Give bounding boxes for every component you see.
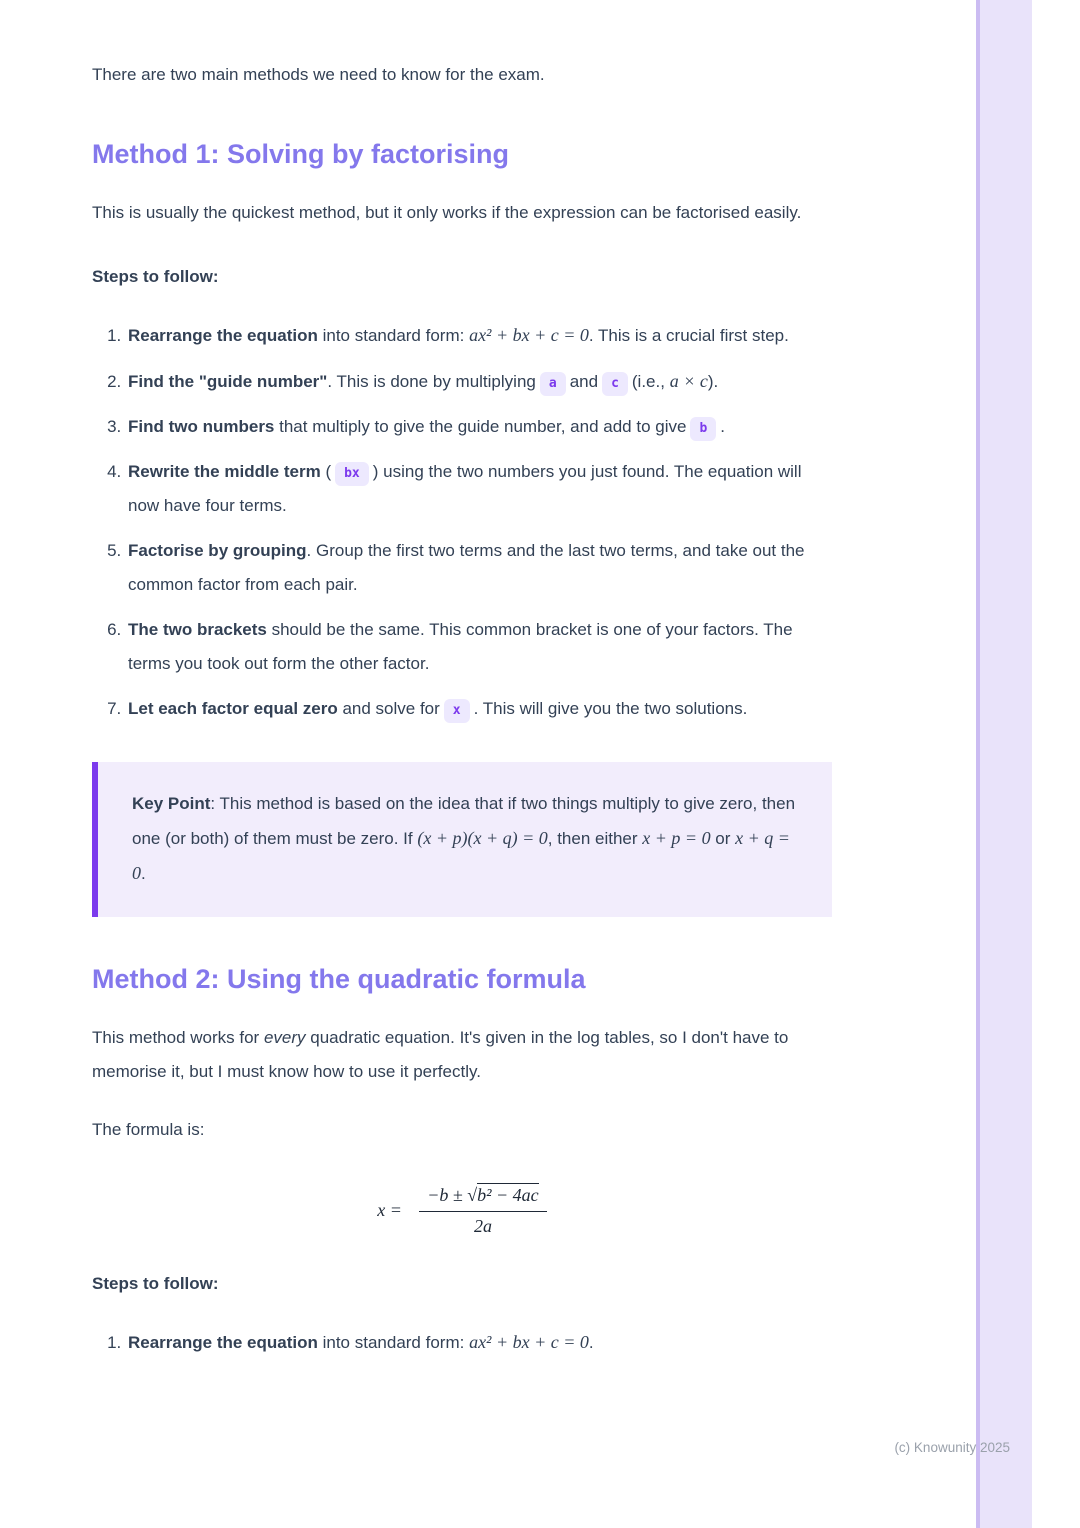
- key-point-text: [132, 786, 798, 891]
- sqrt-content: b² − 4ac: [477, 1184, 539, 1205]
- text-segment: should be the same. This common bracket is one of your factors. The terms you took out form the other factor.: [128, 619, 793, 673]
- text-segment: This method works for: [92, 1027, 264, 1047]
- method2-description: [92, 1021, 832, 1089]
- text-segment: : This method is based on the idea that if two things multiply to give zero, then one (or both) of them must be zero. If: [132, 793, 796, 848]
- text-segment: x + p = 0: [642, 827, 711, 848]
- text-segment: ).: [707, 371, 719, 391]
- inline-code-chip: bx: [335, 462, 369, 486]
- inline-code-chip: x: [444, 699, 470, 723]
- text-segment: The two brackets: [128, 619, 267, 639]
- text-segment: (x + p)(x + q) = 0: [417, 827, 548, 848]
- text-segment: into standard form:: [317, 325, 470, 345]
- method1-steps-label: Steps to follow:: [92, 266, 219, 286]
- text-segment: Find two numbers: [128, 416, 275, 436]
- text-segment: .: [588, 1332, 594, 1352]
- formula-intro: The formula is:: [92, 1119, 205, 1139]
- method1-heading: Method 1: Solving by factorising: [92, 139, 510, 169]
- text-segment: ) using the two numbers you just found. The equation will now have four terms.: [128, 461, 802, 515]
- text-segment: Let each factor equal zero: [128, 698, 338, 718]
- text-segment: . This is a crucial first step.: [588, 325, 789, 345]
- text-segment: that multiply to give the guide number, and add to give: [274, 416, 687, 436]
- formula-fraction: [419, 1185, 546, 1237]
- text-segment: , then either: [547, 828, 643, 848]
- text-segment: quadratic equation. It's given in the log tables, so I don't have to memorise it, but I must know how to use it perfectly.: [92, 1027, 789, 1081]
- list-item: [126, 534, 832, 602]
- copyright-notice: (c) Knowunity 2025: [894, 1440, 1010, 1455]
- key-point-callout: [92, 762, 832, 917]
- text-segment: or: [710, 828, 736, 848]
- text-segment: Rearrange the equation: [128, 1332, 318, 1352]
- inline-code-chip: a: [540, 372, 566, 396]
- text-segment: (: [320, 461, 332, 481]
- list-item: [126, 455, 832, 523]
- text-segment: x + q = 0: [132, 827, 790, 883]
- inline-code-chip: c: [602, 372, 628, 396]
- formula-numerator: −b ± √b² − 4ac: [419, 1185, 546, 1212]
- list-item: [126, 613, 832, 681]
- text-segment: . This will give you the two solutions.: [473, 698, 748, 718]
- method1-steps-list: [92, 318, 832, 726]
- list-item: [126, 318, 832, 353]
- intro-paragraph: There are two main methods we need to know for the exam.: [92, 65, 545, 84]
- inline-code-chip: b: [690, 417, 716, 441]
- text-segment: Rewrite the middle term: [128, 461, 321, 481]
- text-segment: Find the "guide number": [128, 371, 328, 391]
- text-segment: .: [720, 416, 725, 436]
- text-segment: and: [569, 371, 599, 391]
- text-segment: ax² + bx + c = 0: [469, 1331, 589, 1352]
- text-segment: Rearrange the equation: [128, 325, 318, 345]
- list-item: [126, 364, 832, 399]
- text-segment: This is usually the quickest method, but it only works if the expression can be factorised easily.: [92, 202, 802, 222]
- text-segment: into standard form:: [317, 1332, 470, 1352]
- formula-denominator: 2a: [473, 1215, 492, 1236]
- list-item: [126, 692, 832, 726]
- list-item: [126, 1325, 832, 1360]
- quadratic-formula: [92, 1185, 832, 1237]
- method2-steps-label: Steps to follow:: [92, 1273, 219, 1293]
- text-segment: Factorise by grouping: [128, 540, 307, 560]
- formula-lhs: x =: [377, 1200, 402, 1220]
- method1-description: [92, 196, 832, 230]
- document-content: [92, 58, 832, 1371]
- text-segment: every: [263, 1027, 306, 1047]
- method2-heading: Method 2: Using the quadratic formula: [92, 963, 586, 994]
- text-segment: ax² + bx + c = 0: [469, 324, 589, 345]
- scrollbar-track[interactable]: [976, 0, 1032, 1528]
- text-segment: a × c: [669, 370, 708, 391]
- method2-steps-list: [92, 1325, 832, 1360]
- text-segment: . Group the first two terms and the last two terms, and take out the common factor from each pair.: [128, 540, 805, 594]
- text-segment: . This is done by multiplying: [327, 371, 536, 391]
- text-segment: (i.e.,: [631, 371, 670, 391]
- text-segment: Key Point: [132, 793, 211, 813]
- sqrt-symbol: √: [467, 1184, 478, 1205]
- text-segment: .: [141, 863, 146, 883]
- list-item: [126, 410, 832, 444]
- text-segment: and solve for: [337, 698, 440, 718]
